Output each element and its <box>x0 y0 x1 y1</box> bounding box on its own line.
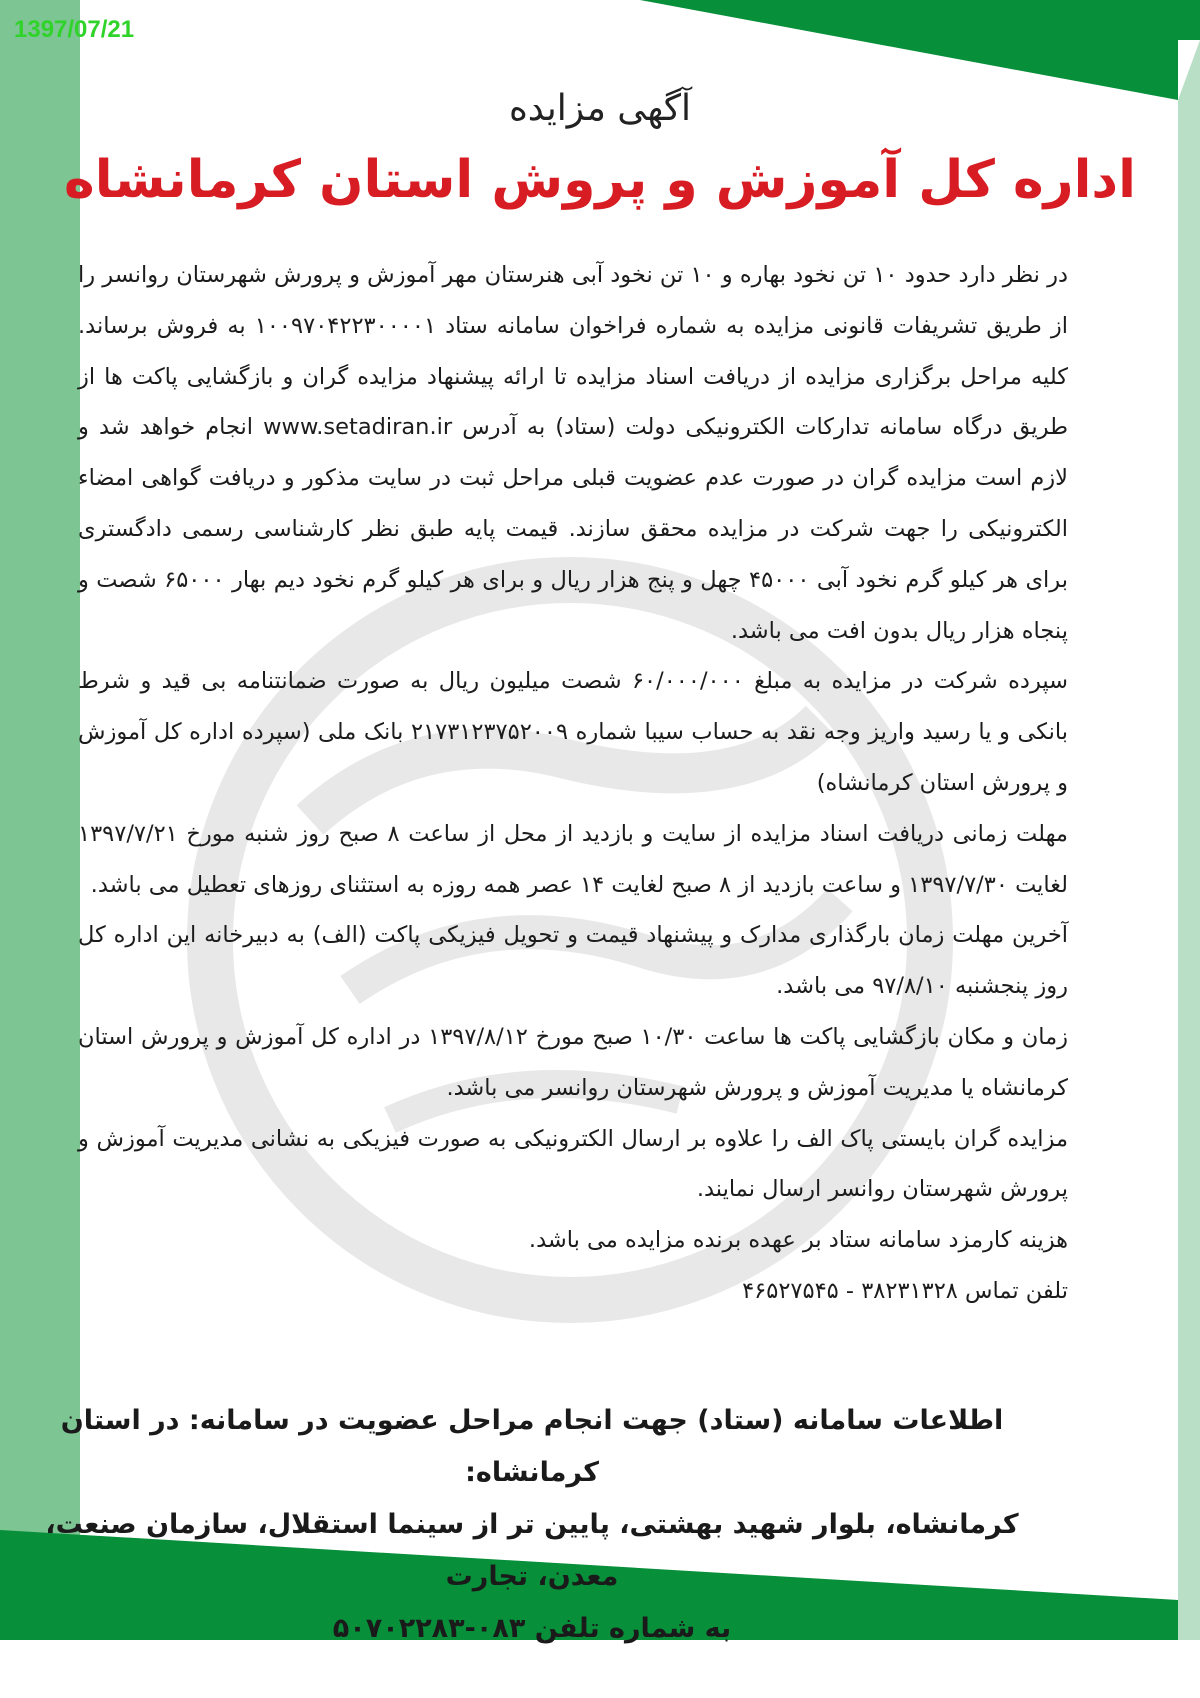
paragraph-physical-delivery: مزایده گران بایستی پاک الف را علاوه بر ارسال الکترونیکی به صورت فیزیکی به نشانی مدیریت آموزش و پرورش شهرستان روانسر ارسال نمایند. <box>78 1125 1068 1203</box>
paragraph-deadline: مهلت زمانی دریافت اسناد مزایده از سایت و بازدید از محل از ساعت ۸ صبح روز شنبه مورخ ۱۳۹۷/۷/۲۱ لغایت ۱۳۹۷/۷/۳۰ و ساعت بازدید از ۸ صبح لغایت ۱۴ عصر همه روزه به استثنای روزهای تعطیل می باشد. <box>78 820 1068 898</box>
organization-title: اداره کل آموزش و پروش استان کرمانشاه <box>64 150 1136 210</box>
paragraph-intro: در نظر دارد حدود ۱۰ تن نخود بهاره و ۱۰ تن نخود آبی هنرستان مهر آموزش و پرورش شهرستان روانسر را از طریق تشریفات قانونی مزایده به شماره فراخوان سامانه ستاد ۱۰۰۹۷۰۴۲۲۳۰۰۰۰۱ به فروش برساند. کلیه مراحل برگزاری مزایده از دریافت اسناد مزایده تا ارائه پیشنهاد مزایده گران و بازگشایی پاکت ها از طریق درگاه سامانه تدارکات الکترونیکی دولت (ستاد) به آدرس www.setadiran.ir انجام خواهد شد و لازم است مزایده گران در صورت عدم عضویت قبلی مراحل ثبت در سایت مذکور و دریافت گواهی امضاء الکترونیکی را جهت شرکت در مزایده محقق سازند. قیمت پایه طبق نظر کارشناسی رسمی دادگستری برای هر کیلو گرم نخود آبی ۴۵۰۰۰ چهل و پنج هزار ریال و برای هر کیلو گرم نخود دیم بهار ۶۵۰۰۰ شصت و پنجاه هزار ریال بدون افت می باشد. <box>78 262 1068 644</box>
setad-info-line: اطلاعات سامانه (ستاد) جهت انجام مراحل عضویت در سامانه: در استان کرمانشاه: <box>60 1405 1004 1488</box>
left-green-strip <box>0 0 80 1620</box>
paragraph-submission: آخرین مهلت زمان بارگذاری مدارک و پیشنهاد قیمت و تحویل فیزیکی پاکت (الف) به دبیرخانه این اداره کل روز پنجشنبه ۹۷/۸/۱۰ می باشد. <box>78 922 1068 1000</box>
date-stamp: 1397/07/21 <box>14 16 135 43</box>
notice-body <box>78 250 1068 1317</box>
paragraph-opening: زمان و مکان بازگشایی پاکت ها ساعت ۱۰/۳۰ صبح مورخ ۱۳۹۷/۸/۱۲ در اداره کل آموزش و پرورش استان کرمانشاه یا مدیریت آموزش و پرورش شهرستان روانسر می باشد. <box>78 1023 1068 1101</box>
setad-info-line: کرمانشاه، بلوار شهید بهشتی، پایین تر از سینما استقلال، سازمان صنعت، معدن، تجارت <box>45 1509 1019 1592</box>
top-green-band <box>640 0 1200 100</box>
setad-info <box>22 1395 1042 1655</box>
paragraph-deposit: سپرده شرکت در مزایده به مبلغ ۶۰/۰۰۰/۰۰۰ شصت میلیون ریال به صورت ضمانتنامه بی قید و شرط بانکی و یا رسید واریز وجه نقد به حساب سیبا شماره ۲۱۷۳۱۲۳۷۵۲۰۰۹ بانک ملی (سپرده اداره کل آموزش و پرورش استان کرمانشاه) <box>78 668 1069 796</box>
paragraph-phone: تلفن تماس ۳۸۲۳۱۳۲۸ - ۴۶۵۲۷۵۴۵ <box>742 1277 1068 1304</box>
setad-info-line: به شماره تلفن ۰۸۳-۵۰۷۰۲۲۸۳ <box>332 1613 732 1644</box>
paragraph-fee: هزینه کارمزد سامانه ستاد بر عهده برنده مزایده می باشد. <box>528 1227 1068 1254</box>
right-green-strip <box>1178 40 1200 1698</box>
notice-type-title: آگهی مزایده <box>508 88 692 129</box>
